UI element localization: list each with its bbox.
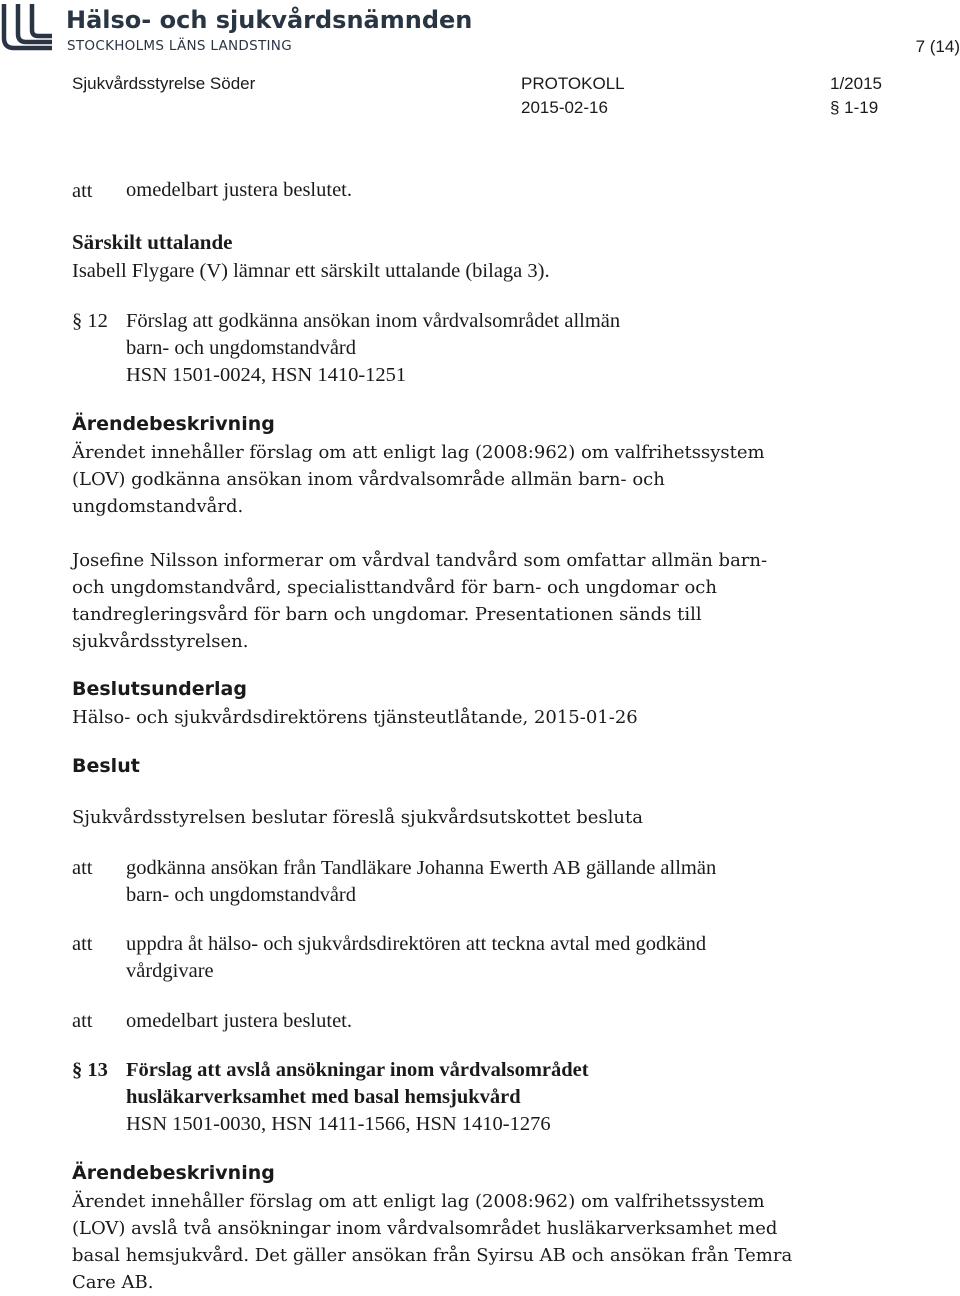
section-text: Sjukvårdsstyrelsen beslutar föreslå sjukvårdsutskottet besluta <box>72 807 643 828</box>
organization-name: Hälso- och sjukvårdsnämnden <box>66 6 473 34</box>
text-line: och ungdomstandvård, specialisttandvård för barn- och ungdomar och <box>72 577 717 598</box>
decision-text: omedelbart justera beslutet. <box>126 1010 352 1032</box>
text-line: tandregleringsvård för barn och ungdomar. Presentationen sänds till <box>72 604 702 625</box>
board-name: Sjukvårdsstyrelse Söder <box>72 74 256 93</box>
text-line: Ärendet innehåller förslag om att enligt lag (2008:962) om valfrihetssystem <box>72 442 765 463</box>
section-heading: Ärendebeskrivning <box>72 413 275 435</box>
paragraph-number: § 12 <box>72 310 108 332</box>
section-heading: Ärendebeskrivning <box>72 1162 275 1184</box>
att-marker: att <box>72 180 93 202</box>
decision-text: omedelbart justera beslutet. <box>126 179 352 201</box>
organization-subtitle: STOCKHOLMS LÄNS LANDSTING <box>67 38 292 54</box>
section-heading: Beslutsunderlag <box>72 678 247 700</box>
page-number: 7 (14) <box>915 37 960 56</box>
paragraph-title-line: barn- och ungdomstandvård <box>126 337 356 359</box>
section-heading: Särskilt uttalande <box>72 230 233 254</box>
text-line: godkänna ansökan från Tandläkare Johanna Ewerth AB gällande allmän <box>126 857 717 879</box>
text-line: Ärendet innehåller förslag om att enligt lag (2008:962) om valfrihetssystem <box>72 1191 765 1212</box>
text-line: ungdomstandvård. <box>72 496 244 517</box>
decision-text <box>126 931 706 985</box>
paragraph-number: § 13 <box>72 1059 108 1081</box>
section-text <box>72 547 767 655</box>
paragraph-reference: HSN 1501-0030, HSN 1411-1566, HSN 1410-1276 <box>126 1113 551 1135</box>
section-text: Isabell Flygare (V) lämnar ett särskilt uttalande (bilaga 3). <box>72 260 550 282</box>
section-heading: Beslut <box>72 755 140 777</box>
paragraph-title <box>126 308 620 389</box>
section-text <box>72 1188 792 1296</box>
att-marker: att <box>72 1010 93 1032</box>
paragraph-range: § 1-19 <box>830 98 879 117</box>
text-line: sjukvårdsstyrelsen. <box>72 631 249 652</box>
document-type: PROTOKOLL <box>521 74 625 93</box>
text-line: (LOV) godkänna ansökan inom vårdvalsområde allmän barn- och <box>72 469 665 490</box>
document-number: 1/2015 <box>830 74 882 93</box>
paragraph-title-line: Förslag att avslå ansökningar inom vårdvalsområdet <box>126 1059 589 1081</box>
text-line: barn- och ungdomstandvård <box>126 884 356 906</box>
text-line: Josefine Nilsson informerar om vårdval tandvård som omfattar allmän barn- <box>72 550 768 571</box>
decision-text <box>126 855 716 909</box>
text-line: vårdgivare <box>126 960 214 982</box>
document-date: 2015-02-16 <box>521 98 608 117</box>
paragraph-title-line: Förslag att godkänna ansökan inom vårdvalsområdet allmän <box>126 310 621 332</box>
text-line: uppdra åt hälso- och sjukvårdsdirektören att teckna avtal med godkänd <box>126 933 707 955</box>
sll-logo-icon <box>0 2 58 52</box>
paragraph-title-line: husläkarverksamhet med basal hemsjukvård <box>126 1086 521 1108</box>
paragraph-reference: HSN 1501-0024, HSN 1410-1251 <box>126 364 407 386</box>
text-line: Care AB. <box>72 1272 154 1293</box>
section-text <box>72 439 765 520</box>
organization-logo <box>0 2 560 54</box>
paragraph-title <box>126 1057 589 1138</box>
text-line: (LOV) avslå två ansökningar inom vårdvalsområdet husläkarverksamhet med <box>72 1218 778 1239</box>
att-marker: att <box>72 857 93 879</box>
text-line: basal hemsjukvård. Det gäller ansökan från Syirsu AB och ansökan från Temra <box>72 1245 793 1266</box>
section-text: Hälso- och sjukvårdsdirektörens tjänsteutlåtande, 2015-01-26 <box>72 707 638 728</box>
att-marker: att <box>72 933 93 955</box>
